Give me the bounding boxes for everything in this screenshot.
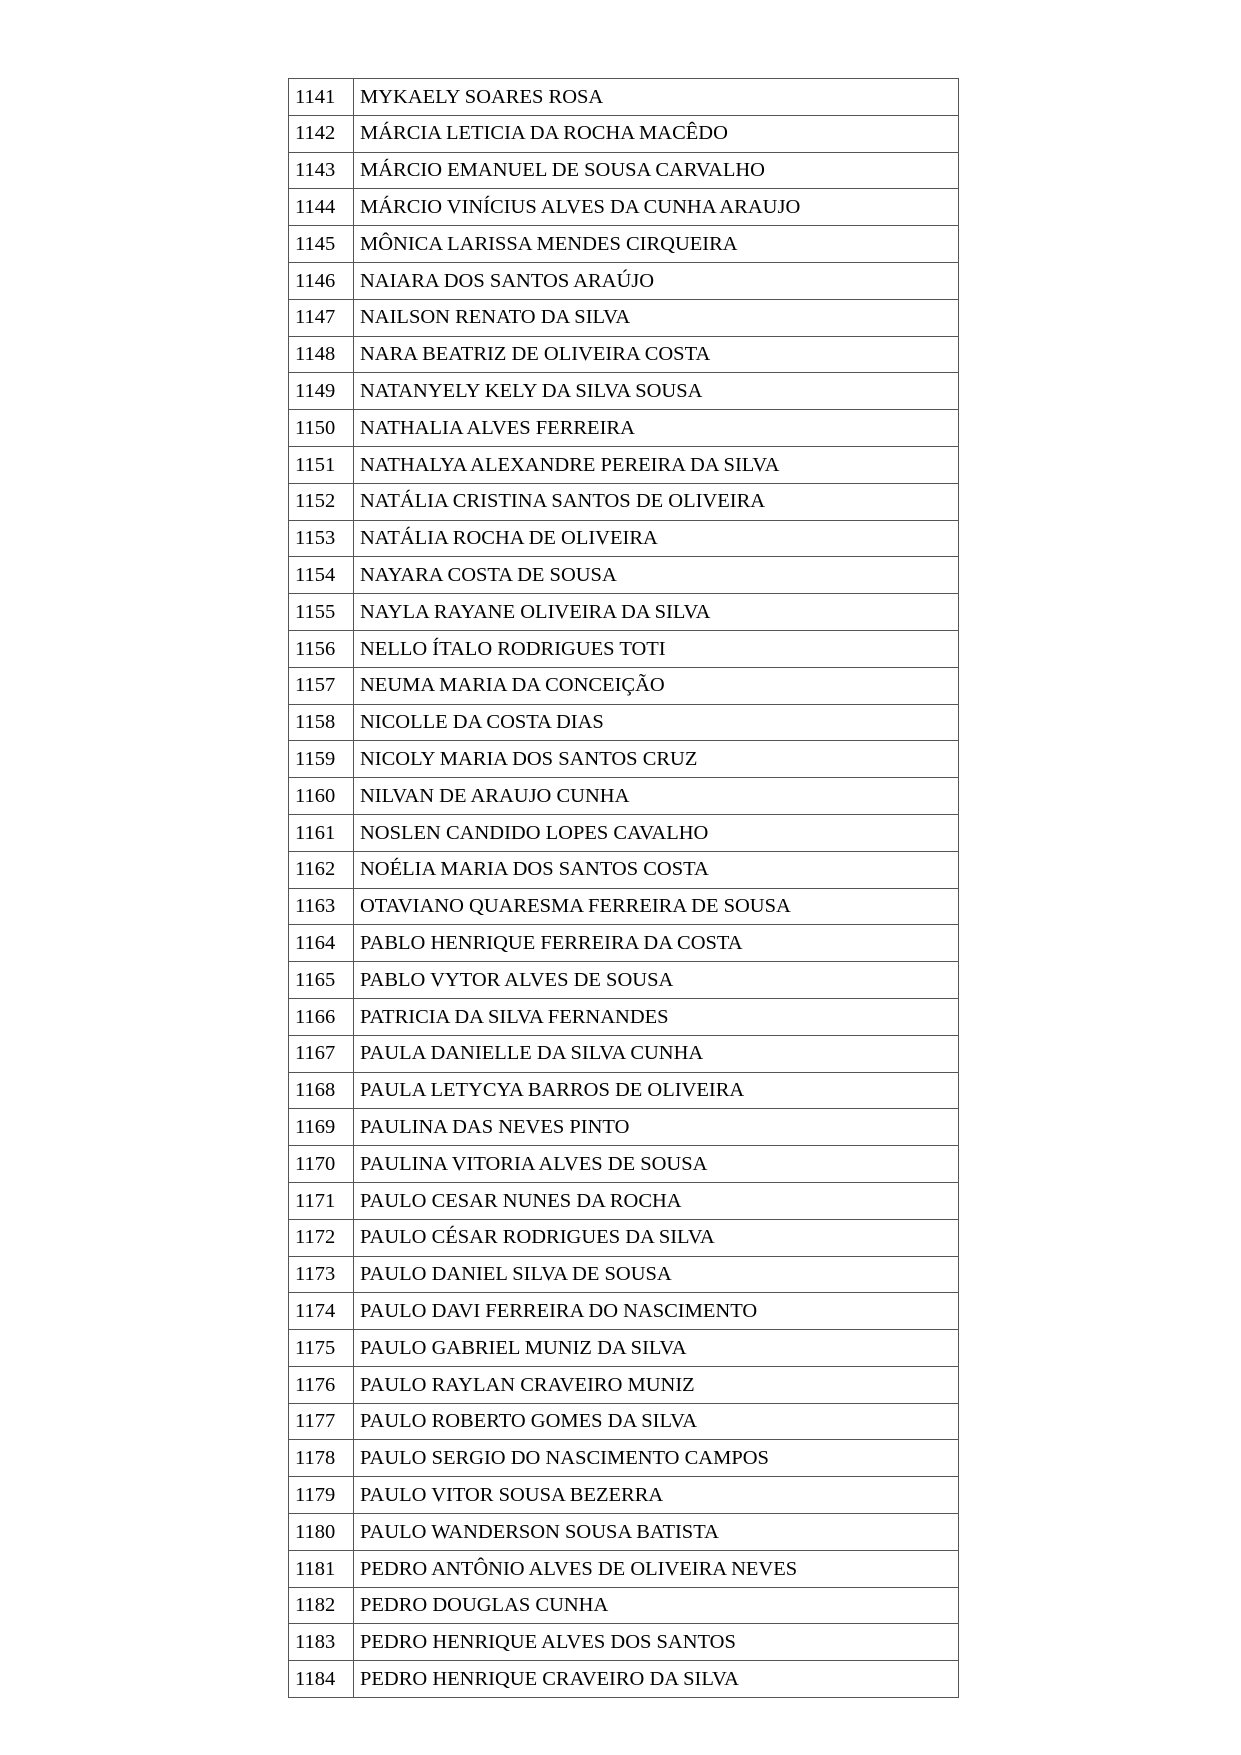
row-number-cell: 1142 [289, 115, 354, 152]
table-row [289, 189, 959, 226]
table-row [289, 998, 959, 1035]
row-number-cell: 1173 [289, 1256, 354, 1293]
table-row [289, 262, 959, 299]
row-name-cell: NARA BEATRIZ DE OLIVEIRA COSTA [354, 336, 959, 373]
row-number-cell: 1166 [289, 998, 354, 1035]
row-number-cell: 1141 [289, 79, 354, 116]
table-row [289, 962, 959, 999]
names-table [288, 78, 959, 1698]
row-number-cell: 1169 [289, 1109, 354, 1146]
table-row [289, 667, 959, 704]
table-row [289, 79, 959, 116]
row-name-cell: PAULO ROBERTO GOMES DA SILVA [354, 1403, 959, 1440]
table-row [289, 704, 959, 741]
row-name-cell: NAYARA COSTA DE SOUSA [354, 557, 959, 594]
row-name-cell: NAIARA DOS SANTOS ARAÚJO [354, 262, 959, 299]
table-row [289, 1035, 959, 1072]
row-name-cell: PAULO VITOR SOUSA BEZERRA [354, 1477, 959, 1514]
table-row [289, 814, 959, 851]
row-number-cell: 1148 [289, 336, 354, 373]
row-number-cell: 1164 [289, 925, 354, 962]
row-name-cell: NAYLA RAYANE OLIVEIRA DA SILVA [354, 594, 959, 631]
table-row [289, 1477, 959, 1514]
row-number-cell: 1175 [289, 1330, 354, 1367]
row-number-cell: 1154 [289, 557, 354, 594]
row-number-cell: 1153 [289, 520, 354, 557]
row-name-cell: PAULA DANIELLE DA SILVA CUNHA [354, 1035, 959, 1072]
row-name-cell: NICOLLE DA COSTA DIAS [354, 704, 959, 741]
row-name-cell: MÔNICA LARISSA MENDES CIRQUEIRA [354, 226, 959, 263]
table-row [289, 557, 959, 594]
table-row [289, 1587, 959, 1624]
table-row [289, 1256, 959, 1293]
row-name-cell: NEUMA MARIA DA CONCEIÇÃO [354, 667, 959, 704]
row-name-cell: PAULO WANDERSON SOUSA BATISTA [354, 1514, 959, 1551]
row-number-cell: 1170 [289, 1146, 354, 1183]
row-number-cell: 1163 [289, 888, 354, 925]
names-table-body [289, 79, 959, 1698]
table-row [289, 446, 959, 483]
table-row [289, 1550, 959, 1587]
row-number-cell: 1155 [289, 594, 354, 631]
row-number-cell: 1151 [289, 446, 354, 483]
table-row [289, 778, 959, 815]
row-name-cell: PABLO VYTOR ALVES DE SOUSA [354, 962, 959, 999]
table-row [289, 1440, 959, 1477]
row-number-cell: 1184 [289, 1661, 354, 1698]
table-row [289, 925, 959, 962]
row-name-cell: PEDRO DOUGLAS CUNHA [354, 1587, 959, 1624]
row-name-cell: NOÉLIA MARIA DOS SANTOS COSTA [354, 851, 959, 888]
row-name-cell: PATRICIA DA SILVA FERNANDES [354, 998, 959, 1035]
row-name-cell: NATÁLIA CRISTINA SANTOS DE OLIVEIRA [354, 483, 959, 520]
row-number-cell: 1160 [289, 778, 354, 815]
row-name-cell: PAULO CESAR NUNES DA ROCHA [354, 1182, 959, 1219]
row-name-cell: PAULINA DAS NEVES PINTO [354, 1109, 959, 1146]
table-row [289, 336, 959, 373]
row-number-cell: 1165 [289, 962, 354, 999]
row-number-cell: 1158 [289, 704, 354, 741]
table-row [289, 1624, 959, 1661]
row-name-cell: NATANYELY KELY DA SILVA SOUSA [354, 373, 959, 410]
row-number-cell: 1147 [289, 299, 354, 336]
row-name-cell: NICOLY MARIA DOS SANTOS CRUZ [354, 741, 959, 778]
row-name-cell: PAULO RAYLAN CRAVEIRO MUNIZ [354, 1366, 959, 1403]
row-name-cell: NATHALYA ALEXANDRE PEREIRA DA SILVA [354, 446, 959, 483]
row-name-cell: NATÁLIA ROCHA DE OLIVEIRA [354, 520, 959, 557]
row-name-cell: NATHALIA ALVES FERREIRA [354, 410, 959, 447]
table-row [289, 299, 959, 336]
row-name-cell: PABLO HENRIQUE FERREIRA DA COSTA [354, 925, 959, 962]
row-name-cell: MÁRCIO VINÍCIUS ALVES DA CUNHA ARAUJO [354, 189, 959, 226]
row-number-cell: 1180 [289, 1514, 354, 1551]
row-number-cell: 1179 [289, 1477, 354, 1514]
table-row [289, 888, 959, 925]
row-number-cell: 1156 [289, 630, 354, 667]
table-row [289, 1366, 959, 1403]
row-number-cell: 1152 [289, 483, 354, 520]
row-number-cell: 1167 [289, 1035, 354, 1072]
row-name-cell: PEDRO ANTÔNIO ALVES DE OLIVEIRA NEVES [354, 1550, 959, 1587]
table-row [289, 1403, 959, 1440]
row-number-cell: 1183 [289, 1624, 354, 1661]
row-number-cell: 1171 [289, 1182, 354, 1219]
row-number-cell: 1178 [289, 1440, 354, 1477]
row-number-cell: 1176 [289, 1366, 354, 1403]
table-row [289, 1330, 959, 1367]
row-name-cell: PAULA LETYCYA BARROS DE OLIVEIRA [354, 1072, 959, 1109]
row-name-cell: PAULO DANIEL SILVA DE SOUSA [354, 1256, 959, 1293]
row-number-cell: 1174 [289, 1293, 354, 1330]
row-number-cell: 1182 [289, 1587, 354, 1624]
row-name-cell: OTAVIANO QUARESMA FERREIRA DE SOUSA [354, 888, 959, 925]
row-number-cell: 1162 [289, 851, 354, 888]
table-row [289, 1661, 959, 1698]
table-row [289, 1514, 959, 1551]
table-row [289, 373, 959, 410]
table-row [289, 152, 959, 189]
table-row [289, 851, 959, 888]
row-number-cell: 1149 [289, 373, 354, 410]
row-number-cell: 1159 [289, 741, 354, 778]
table-row [289, 594, 959, 631]
row-number-cell: 1177 [289, 1403, 354, 1440]
table-row [289, 741, 959, 778]
table-row [289, 630, 959, 667]
row-number-cell: 1143 [289, 152, 354, 189]
row-name-cell: MÁRCIA LETICIA DA ROCHA MACÊDO [354, 115, 959, 152]
table-row [289, 483, 959, 520]
row-name-cell: PEDRO HENRIQUE ALVES DOS SANTOS [354, 1624, 959, 1661]
table-row [289, 1109, 959, 1146]
row-number-cell: 1168 [289, 1072, 354, 1109]
row-name-cell: NELLO ÍTALO RODRIGUES TOTI [354, 630, 959, 667]
table-row [289, 1182, 959, 1219]
row-name-cell: PAULO GABRIEL MUNIZ DA SILVA [354, 1330, 959, 1367]
row-number-cell: 1157 [289, 667, 354, 704]
table-row [289, 1072, 959, 1109]
row-name-cell: NOSLEN CANDIDO LOPES CAVALHO [354, 814, 959, 851]
row-number-cell: 1145 [289, 226, 354, 263]
row-name-cell: MYKAELY SOARES ROSA [354, 79, 959, 116]
row-number-cell: 1144 [289, 189, 354, 226]
row-number-cell: 1172 [289, 1219, 354, 1256]
row-name-cell: PEDRO HENRIQUE CRAVEIRO DA SILVA [354, 1661, 959, 1698]
table-row [289, 1146, 959, 1183]
table-row [289, 226, 959, 263]
row-name-cell: NILVAN DE ARAUJO CUNHA [354, 778, 959, 815]
row-name-cell: PAULO SERGIO DO NASCIMENTO CAMPOS [354, 1440, 959, 1477]
row-name-cell: MÁRCIO EMANUEL DE SOUSA CARVALHO [354, 152, 959, 189]
row-number-cell: 1181 [289, 1550, 354, 1587]
table-row [289, 410, 959, 447]
row-number-cell: 1150 [289, 410, 354, 447]
table-row [289, 1293, 959, 1330]
table-row [289, 520, 959, 557]
row-number-cell: 1161 [289, 814, 354, 851]
table-row [289, 115, 959, 152]
row-name-cell: NAILSON RENATO DA SILVA [354, 299, 959, 336]
row-name-cell: PAULO CÉSAR RODRIGUES DA SILVA [354, 1219, 959, 1256]
row-name-cell: PAULO DAVI FERREIRA DO NASCIMENTO [354, 1293, 959, 1330]
row-name-cell: PAULINA VITORIA ALVES DE SOUSA [354, 1146, 959, 1183]
row-number-cell: 1146 [289, 262, 354, 299]
table-row [289, 1219, 959, 1256]
